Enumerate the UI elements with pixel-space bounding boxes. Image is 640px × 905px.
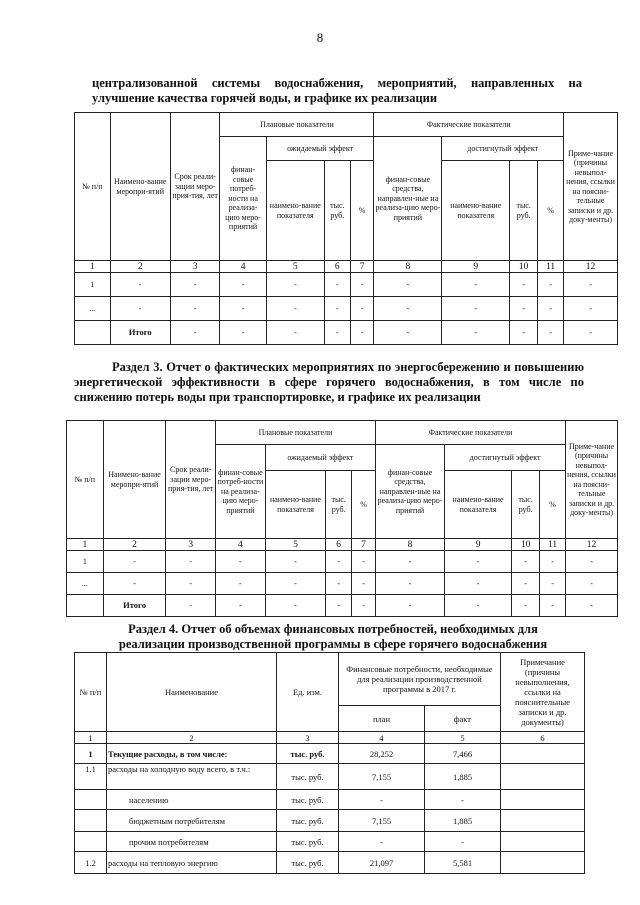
table-cell: - [352,595,376,617]
table-cell [75,321,111,345]
table-cell: - [374,273,442,297]
row-unit: тыс. руб. [277,764,339,790]
table-cell: - [265,573,325,595]
table-cell: - [170,273,220,297]
column-number: 8 [375,539,444,551]
table-cell: - [540,551,566,573]
header-plan: план [339,706,425,732]
table-cell: - [445,573,512,595]
row-unit: тыс. руб. [277,832,339,852]
table-cell: - [166,573,216,595]
row-num: 1 [75,744,107,764]
row-num: 1.1 [75,764,107,790]
table-cell: - [216,595,266,617]
header-num: № п/п [67,421,104,539]
column-number: 5 [265,539,325,551]
header-note: Приме-чание (причины невыпол-нения, ссылки на поясни-тельные записки и др. доку-менты) [566,421,618,539]
column-number: 2 [103,539,166,551]
row-note [501,744,585,764]
header-percent: % [538,161,564,261]
header-thousand-rub: тыс. руб. [326,471,352,539]
table-cell: - [540,573,566,595]
column-number: 1 [75,732,107,744]
table-cell: - [350,321,374,345]
table-cell: - [442,297,510,321]
table-cell: - [166,551,216,573]
table-cell: - [510,297,538,321]
table-cell: - [350,273,374,297]
row-plan: 7,155 [339,764,425,790]
row-name: расходы на тепловую энергию [107,852,277,874]
table-cell [67,595,104,617]
table-cell: - [512,551,540,573]
header-expected-effect: ожидаемый эффект [266,137,374,161]
row-fact: 1,885 [425,810,501,832]
row-note [501,764,585,790]
table-cell: - [564,273,618,297]
header-name: Наимено-вание меропри-ятий [110,113,170,261]
header-fin-need: финан-совые потреб-ности на реализа-цию меро-приятий [216,445,266,539]
table-cell: - [375,595,444,617]
column-number: 4 [339,732,425,744]
table-cell: - [445,551,512,573]
row-plan: 28,252 [339,744,425,764]
table-cell: - [266,297,324,321]
column-number: 11 [538,261,564,273]
column-number: 6 [326,539,352,551]
table-cell: - [564,321,618,345]
header-plan-group: Плановые показатели [216,421,376,445]
table-cell: - [170,321,220,345]
column-number: 3 [170,261,220,273]
column-number: 10 [512,539,540,551]
row-plan: 7,155 [339,810,425,832]
table-cell: - [350,297,374,321]
header-fact-group: Фактические показатели [374,113,564,137]
header-achieved-effect: достигнутый эффект [445,445,566,471]
header-plan-group: Плановые показатели [220,113,374,137]
table-cell: - [445,595,512,617]
table-cell: - [564,297,618,321]
row-plan: - [339,832,425,852]
column-number: 2 [110,261,170,273]
row-name: расходы на холодную воду всего, в т.ч.: [107,764,277,790]
column-number: 4 [220,261,266,273]
column-number: 9 [442,261,510,273]
row-num [75,790,107,810]
total-label: Итого [103,595,166,617]
table-cell: - [265,551,325,573]
header-indicator-name: наимено-вание показателя [266,161,324,261]
row-fact: - [425,832,501,852]
row-unit: тыс. руб. [277,852,339,874]
table-cell: - [512,573,540,595]
table-cell: - [266,321,324,345]
table-cell: - [324,297,350,321]
table-cell: - [510,321,538,345]
row-note [501,852,585,874]
row-note [501,790,585,810]
header-num: № п/п [75,113,111,261]
row-name: прочим потребителям [107,832,277,852]
table-cell: - [375,551,444,573]
column-number: 4 [216,539,266,551]
section3-heading: Раздел 3. Отчет о фактических мероприятиях по энергосбережению и повышению энергетической эффективности в сфере горячего водоснабжения, в том числе по снижению потерь воды при транспортировке, и графике их реализации [74,360,584,404]
table-cell: - [374,297,442,321]
header-percent: % [352,471,376,539]
column-number: 3 [166,539,216,551]
table-cell: - [352,551,376,573]
table-cell: - [326,573,352,595]
column-number: 6 [324,261,350,273]
header-indicator-name: наимено-вание показателя [442,161,510,261]
header-fin-spent: финан-совые средства, направлен-ные на реализа-цию меро-приятий [374,137,442,261]
column-number: 11 [540,539,566,551]
header-fin-need: Финансовые потребности, необходимые для реализации производственной программы в 2017 г. [339,653,501,706]
header-name: Наименование [107,653,277,732]
header-thousand-rub: тыс. руб. [510,161,538,261]
column-number: 12 [566,539,618,551]
header-fact-group: Фактические показатели [375,421,565,445]
row-name: Текущие расходы, в том числе: [107,744,277,764]
column-number: 1 [75,261,111,273]
row-unit: тыс. руб. [277,744,339,764]
table-cell: - [540,595,566,617]
table-cell: - [103,551,166,573]
column-number: 8 [374,261,442,273]
table-cell: - [103,573,166,595]
row-num [75,810,107,832]
header-percent: % [540,471,566,539]
table-cell: - [326,551,352,573]
header-indicator-name: наимено-вание показателя [445,471,512,539]
table-cell: - [442,273,510,297]
column-number: 7 [350,261,374,273]
header-num: № п/п [75,653,107,732]
table-cell: - [326,595,352,617]
header-name: Наимено-вание меропри-ятий [103,421,166,539]
table-cell: - [216,573,266,595]
row-fact: 7,466 [425,744,501,764]
table-cell: - [220,321,266,345]
table-cell: - [512,595,540,617]
section2-table [74,112,618,345]
row-note [501,832,585,852]
table-cell: - [375,573,444,595]
row-note [501,810,585,832]
table-cell: - [442,321,510,345]
header-thousand-rub: тыс. руб. [512,471,540,539]
header-achieved-effect: достигнутый эффект [442,137,564,161]
row-plan: - [339,790,425,810]
table-cell: - [566,573,618,595]
table-cell: - [110,297,170,321]
table-cell: - [265,595,325,617]
section3-table [66,420,618,617]
table-cell: - [220,273,266,297]
section4-heading: Раздел 4. Отчет об объемах финансовых потребностей, необходимых для реализации производственной программы в сфере горячего водоснабжения [118,622,548,651]
row-unit: тыс. руб. [277,810,339,832]
section4-table [74,652,585,874]
header-percent: % [350,161,374,261]
header-note: Примечание (причины невыполнения, ссылки на пояснительные записки и др. документы) [501,653,585,732]
column-number: 9 [445,539,512,551]
column-number: 10 [510,261,538,273]
header-term: Срок реали-зации меро-прия-тия, лет [166,421,216,539]
table-cell: - [324,321,350,345]
column-number: 5 [266,261,324,273]
section2-heading: централизованной системы водоснабжения, мероприятий, направленных на улучшение качества горячей воды, и графике их реализации [92,76,582,105]
table-cell: - [538,297,564,321]
header-term: Срок реали-зации меро-прия-тия, лет [170,113,220,261]
total-label: Итого [110,321,170,345]
column-number: 6 [501,732,585,744]
table-cell: 1 [75,273,111,297]
table-cell: - [510,273,538,297]
row-plan: 21,097 [339,852,425,874]
column-number: 2 [107,732,277,744]
table-cell: - [538,273,564,297]
table-cell: ... [75,297,111,321]
column-number: 12 [564,261,618,273]
table-cell: - [110,273,170,297]
table-cell: - [324,273,350,297]
column-number: 5 [425,732,501,744]
row-unit: тыс. руб. [277,790,339,810]
table-cell: - [566,551,618,573]
table-cell: - [216,551,266,573]
table-cell: - [374,321,442,345]
header-expected-effect: ожидаемый эффект [265,445,375,471]
table-cell: 1 [67,551,104,573]
header-thousand-rub: тыс. руб. [324,161,350,261]
table-cell: - [352,573,376,595]
page-number: 8 [316,30,324,45]
header-fin-need: финан-совые потреб-ности на реализа-цию меро-приятий [220,137,266,261]
column-number: 7 [352,539,376,551]
row-num [75,832,107,852]
table-cell: - [266,273,324,297]
table-cell: - [220,297,266,321]
row-num: 1.2 [75,852,107,874]
table-cell: ... [67,573,104,595]
column-number: 3 [277,732,339,744]
header-indicator-name: наимено-вание показателя [265,471,325,539]
row-fact: 5,581 [425,852,501,874]
table-cell: - [538,321,564,345]
header-fin-spent: финан-совые средства, направлен-ные на реализа-цию меро-приятий [375,445,444,539]
row-fact: - [425,790,501,810]
row-fact: 1,885 [425,764,501,790]
table-cell: - [166,595,216,617]
row-name: бюджетным потребителям [107,810,277,832]
row-name: населению [107,790,277,810]
header-note: Приме-чание (причины невыпол-нения, ссылки на поясни-тельные записки и др. доку-менты) [564,113,618,261]
column-number: 1 [67,539,104,551]
header-unit: Ед. изм. [277,653,339,732]
table-cell: - [566,595,618,617]
table-cell: - [170,297,220,321]
header-fact: факт [425,706,501,732]
